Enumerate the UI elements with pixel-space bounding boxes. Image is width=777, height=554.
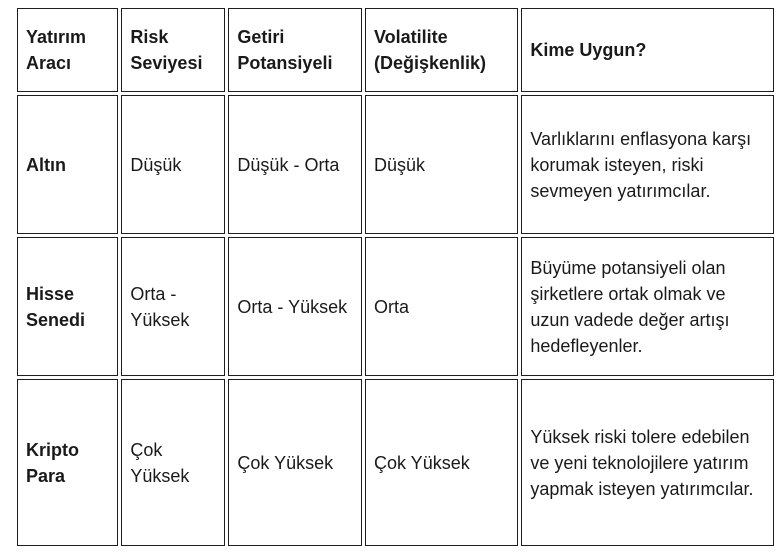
comparison-table [14,5,777,549]
header-row [17,8,774,92]
row-asset-name: Altın [17,95,118,234]
header-cell-suitable: Kime Uygun? [521,8,774,92]
row-asset-name: Hisse Senedi [17,237,118,376]
header-cell-asset: Yatırım Aracı [17,8,118,92]
row-suitable-for: Büyüme potansiyeli olan şirketlere ortak olmak ve uzun vadede değer artışı hedefleyenler. [521,237,774,376]
row-suitable-for: Yüksek riski tolere edebilen ve yeni teknolojilere yatırım yapmak isteyen yatırımcılar. [521,379,774,546]
row-risk-level: Düşük [121,95,225,234]
row-volatility: Çok Yüksek [365,379,518,546]
table-row [17,237,774,376]
row-risk-level: Çok Yüksek [121,379,225,546]
row-asset-name: Kripto Para [17,379,118,546]
row-return-potential: Çok Yüksek [228,379,362,546]
table-body [17,95,774,546]
row-volatility: Orta [365,237,518,376]
row-return-potential: Orta - Yüksek [228,237,362,376]
header-cell-return: Getiri Potansiyeli [228,8,362,92]
row-return-potential: Düşük - Orta [228,95,362,234]
row-risk-level: Orta - Yüksek [121,237,225,376]
row-suitable-for: Varlıklarını enflasyona karşı korumak isteyen, riski sevmeyen yatırımcılar. [521,95,774,234]
table-row [17,95,774,234]
row-volatility: Düşük [365,95,518,234]
header-cell-volatility: Volatilite (Değişkenlik) [365,8,518,92]
table-row [17,379,774,546]
table-header [17,8,774,92]
header-cell-risk: Risk Seviyesi [121,8,225,92]
